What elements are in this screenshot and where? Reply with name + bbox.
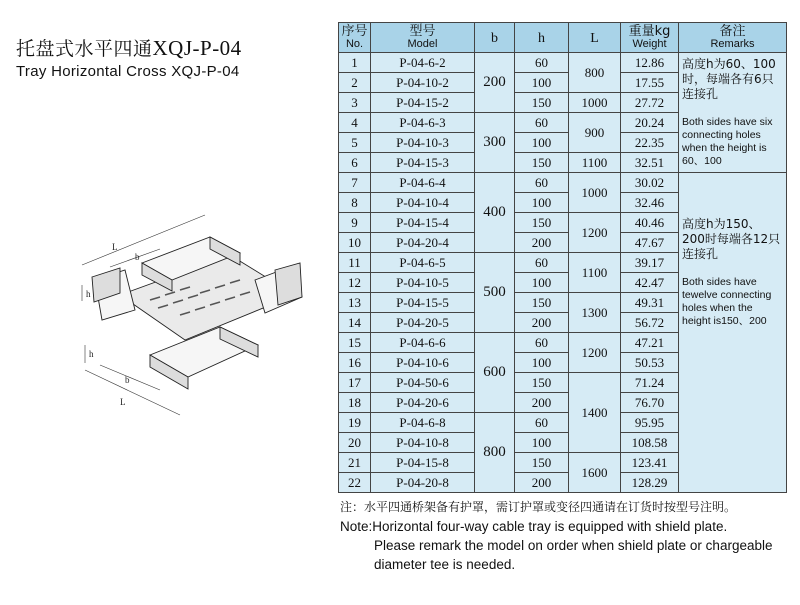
cell-model: P-04-50-6 bbox=[371, 373, 475, 393]
cell-remarks bbox=[679, 173, 787, 493]
cell-no: 3 bbox=[339, 93, 371, 113]
cell-model: P-04-10-3 bbox=[371, 133, 475, 153]
cell-h: 100 bbox=[515, 133, 569, 153]
cell-h: 60 bbox=[515, 413, 569, 433]
cross-tray-drawing bbox=[80, 205, 315, 435]
cell-L: 1600 bbox=[569, 453, 621, 493]
cell-model: P-04-10-2 bbox=[371, 73, 475, 93]
title-cn bbox=[16, 34, 242, 61]
remark-cn: 高度h为150、200时每端各12只连接孔 bbox=[682, 217, 781, 261]
cell-L: 1000 bbox=[569, 93, 621, 113]
cell-no: 11 bbox=[339, 253, 371, 273]
cell-weight: 39.17 bbox=[621, 253, 679, 273]
dim-label-L-bottom: L bbox=[120, 397, 126, 407]
cell-model: P-04-15-3 bbox=[371, 153, 475, 173]
cell-h: 150 bbox=[515, 153, 569, 173]
cell-h: 60 bbox=[515, 333, 569, 353]
cell-weight: 17.55 bbox=[621, 73, 679, 93]
cell-weight: 123.41 bbox=[621, 453, 679, 473]
cell-model: P-04-6-2 bbox=[371, 53, 475, 73]
title-cn-prefix: 托盘式水平四通 bbox=[16, 38, 153, 60]
cell-no: 10 bbox=[339, 233, 371, 253]
dim-label-b-bottom: b bbox=[125, 375, 130, 385]
cell-h: 200 bbox=[515, 393, 569, 413]
header-model: 型号 Model bbox=[371, 23, 475, 53]
cell-no: 16 bbox=[339, 353, 371, 373]
header-remarks: 备注 Remarks bbox=[679, 23, 787, 53]
cell-no: 12 bbox=[339, 273, 371, 293]
cell-model: P-04-6-3 bbox=[371, 113, 475, 133]
cell-model: P-04-15-5 bbox=[371, 293, 475, 313]
cell-weight: 42.47 bbox=[621, 273, 679, 293]
cell-no: 4 bbox=[339, 113, 371, 133]
cell-h: 150 bbox=[515, 453, 569, 473]
header-no: 序号 No. bbox=[339, 23, 371, 53]
cell-b: 400 bbox=[475, 173, 515, 253]
cell-model: P-04-20-5 bbox=[371, 313, 475, 333]
cell-h: 100 bbox=[515, 193, 569, 213]
cell-L: 1200 bbox=[569, 333, 621, 373]
cell-weight: 128.29 bbox=[621, 473, 679, 493]
dim-label-h-left: h bbox=[86, 289, 91, 299]
cell-model: P-04-20-4 bbox=[371, 233, 475, 253]
cell-weight: 32.51 bbox=[621, 153, 679, 173]
cell-h: 150 bbox=[515, 293, 569, 313]
cell-weight: 12.86 bbox=[621, 53, 679, 73]
cell-weight: 71.24 bbox=[621, 373, 679, 393]
cell-h: 150 bbox=[515, 373, 569, 393]
cell-weight: 20.24 bbox=[621, 113, 679, 133]
cell-b: 800 bbox=[475, 413, 515, 493]
cell-weight: 56.72 bbox=[621, 313, 679, 333]
dim-label-h-front: h bbox=[89, 349, 94, 359]
cell-weight: 49.31 bbox=[621, 293, 679, 313]
cell-weight: 27.72 bbox=[621, 93, 679, 113]
cell-weight: 32.46 bbox=[621, 193, 679, 213]
cell-model: P-04-15-4 bbox=[371, 213, 475, 233]
cell-model: P-04-20-8 bbox=[371, 473, 475, 493]
cell-weight: 76.70 bbox=[621, 393, 679, 413]
cell-model: P-04-10-6 bbox=[371, 353, 475, 373]
note-en-line-2: Please remark the model on order when shield plate or chargeable bbox=[374, 538, 773, 553]
cell-L: 800 bbox=[569, 53, 621, 93]
cell-h: 100 bbox=[515, 433, 569, 453]
cell-model: P-04-10-4 bbox=[371, 193, 475, 213]
cell-L: 1400 bbox=[569, 373, 621, 453]
note-en-line-1: Note:Horizontal four-way cable tray is equipped with shield plate. bbox=[340, 519, 728, 534]
title-code: XQJ-P-04 bbox=[152, 36, 242, 60]
cell-model: P-04-15-2 bbox=[371, 93, 475, 113]
note-en-line-3: diameter tee is needed. bbox=[374, 557, 516, 572]
cell-no: 19 bbox=[339, 413, 371, 433]
cell-h: 200 bbox=[515, 233, 569, 253]
cell-h: 100 bbox=[515, 353, 569, 373]
cell-no: 9 bbox=[339, 213, 371, 233]
cell-h: 60 bbox=[515, 113, 569, 133]
spec-table-body bbox=[339, 53, 787, 493]
cell-weight: 22.35 bbox=[621, 133, 679, 153]
cell-weight: 108.58 bbox=[621, 433, 679, 453]
cell-h: 100 bbox=[515, 73, 569, 93]
spec-table-header bbox=[339, 23, 787, 53]
cell-h: 150 bbox=[515, 93, 569, 113]
cell-no: 1 bbox=[339, 53, 371, 73]
cell-weight: 95.95 bbox=[621, 413, 679, 433]
note-en bbox=[340, 517, 795, 574]
cell-h: 60 bbox=[515, 173, 569, 193]
note-cn: 注：水平四通桥架备有护罩，需订护罩或变径四通请在订货时按型号注明。 bbox=[340, 500, 737, 514]
cell-weight: 47.21 bbox=[621, 333, 679, 353]
cell-no: 18 bbox=[339, 393, 371, 413]
dim-label-b-top: b bbox=[135, 252, 140, 262]
cell-model: P-04-15-8 bbox=[371, 453, 475, 473]
cell-b: 500 bbox=[475, 253, 515, 333]
cell-no: 22 bbox=[339, 473, 371, 493]
table-row bbox=[339, 173, 787, 193]
cell-b: 600 bbox=[475, 333, 515, 413]
cell-weight: 30.02 bbox=[621, 173, 679, 193]
cell-model: P-04-10-5 bbox=[371, 273, 475, 293]
cell-model: P-04-6-6 bbox=[371, 333, 475, 353]
cell-no: 21 bbox=[339, 453, 371, 473]
header-L: L bbox=[569, 23, 621, 53]
spec-table bbox=[338, 22, 787, 493]
cell-model: P-04-6-5 bbox=[371, 253, 475, 273]
title-en: Tray Horizontal Cross XQJ-P-04 bbox=[16, 63, 240, 80]
cell-remarks bbox=[679, 53, 787, 173]
cell-no: 20 bbox=[339, 433, 371, 453]
cell-weight: 47.67 bbox=[621, 233, 679, 253]
cell-h: 60 bbox=[515, 53, 569, 73]
cell-h: 200 bbox=[515, 473, 569, 493]
cell-b: 300 bbox=[475, 113, 515, 173]
cell-b: 200 bbox=[475, 53, 515, 113]
cell-L: 1200 bbox=[569, 213, 621, 253]
cell-weight: 50.53 bbox=[621, 353, 679, 373]
header-h: h bbox=[515, 23, 569, 53]
cell-h: 100 bbox=[515, 273, 569, 293]
cell-L: 1100 bbox=[569, 253, 621, 293]
cell-no: 6 bbox=[339, 153, 371, 173]
cell-model: P-04-6-4 bbox=[371, 173, 475, 193]
cell-L: 1100 bbox=[569, 153, 621, 173]
cell-L: 900 bbox=[569, 113, 621, 153]
cell-no: 15 bbox=[339, 333, 371, 353]
remark-en: Both sides have six connecting holes when the height is 60、100 bbox=[682, 116, 773, 167]
cell-L: 1000 bbox=[569, 173, 621, 213]
cell-h: 150 bbox=[515, 213, 569, 233]
cell-no: 13 bbox=[339, 293, 371, 313]
cell-no: 2 bbox=[339, 73, 371, 93]
cell-no: 8 bbox=[339, 193, 371, 213]
cell-model: P-04-6-8 bbox=[371, 413, 475, 433]
remark-cn: 高度h为60、100时，每端各有6只连接孔 bbox=[682, 57, 776, 101]
cell-model: P-04-10-8 bbox=[371, 433, 475, 453]
remark-en: Both sides have tewelve connecting holes when the height is150、200 bbox=[682, 276, 772, 327]
cell-model: P-04-20-6 bbox=[371, 393, 475, 413]
header-b: b bbox=[475, 23, 515, 53]
cell-no: 5 bbox=[339, 133, 371, 153]
cell-no: 14 bbox=[339, 313, 371, 333]
cell-L: 1300 bbox=[569, 293, 621, 333]
cell-no: 17 bbox=[339, 373, 371, 393]
cell-weight: 40.46 bbox=[621, 213, 679, 233]
cell-no: 7 bbox=[339, 173, 371, 193]
cell-h: 200 bbox=[515, 313, 569, 333]
header-weight: 重量kg Weight bbox=[621, 23, 679, 53]
dim-label-L-top: L bbox=[112, 242, 118, 252]
table-row bbox=[339, 53, 787, 73]
cell-h: 60 bbox=[515, 253, 569, 273]
